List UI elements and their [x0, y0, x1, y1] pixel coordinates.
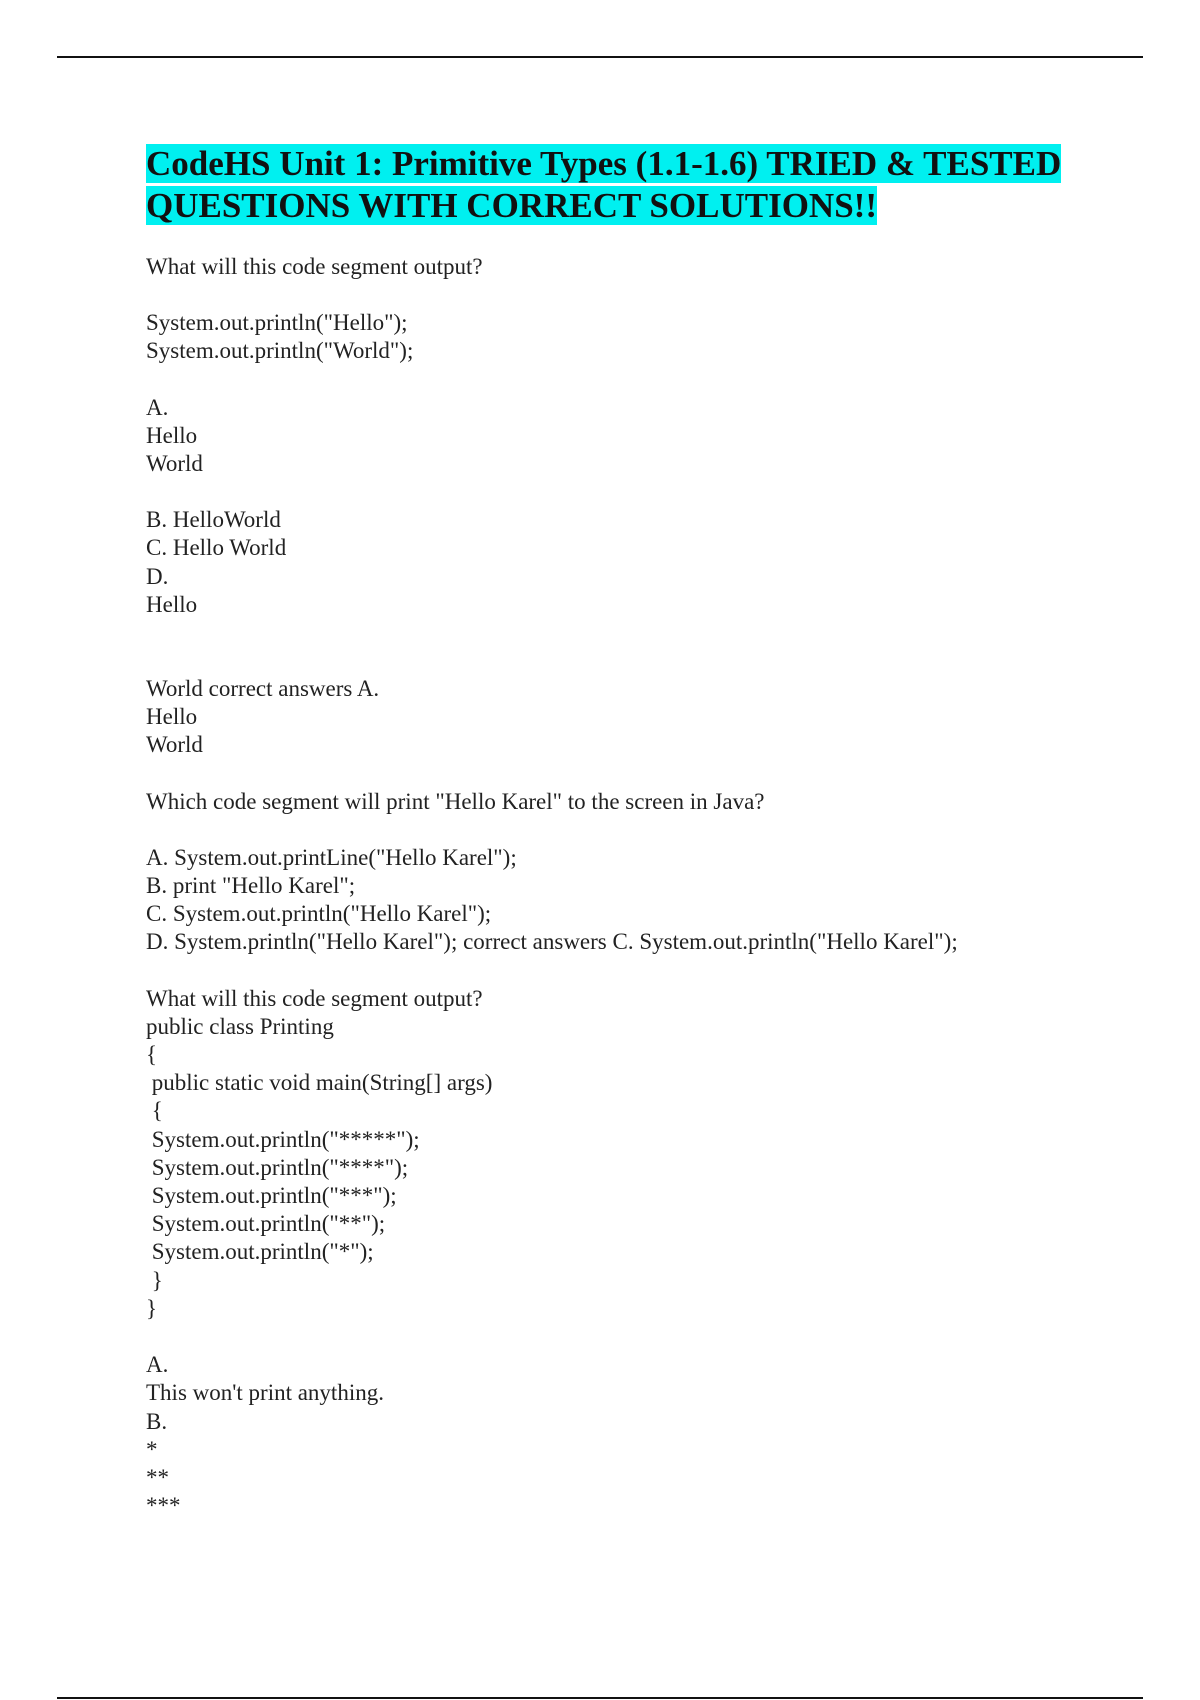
- option-line: Hello: [146, 591, 198, 617]
- code-line: }: [146, 1295, 158, 1321]
- code-line: System.out.println("***");: [146, 1183, 397, 1209]
- code-line: public class Printing: [146, 1013, 334, 1039]
- option-line: B. HelloWorld: [146, 507, 281, 533]
- option-line: ***: [146, 1493, 181, 1519]
- code-line: System.out.println("*****");: [146, 1126, 420, 1152]
- option-line: A.: [146, 394, 169, 420]
- q1-code: [146, 309, 1066, 365]
- question-text: What will this code segment output?: [146, 254, 483, 279]
- document-body: [146, 143, 1066, 1520]
- option-line: B. print "Hello Karel";: [146, 873, 356, 899]
- q1-option-a: [146, 394, 1066, 479]
- q3-options: [146, 1351, 1066, 1520]
- option-line: D. System.println("Hello Karel"); correct answers C. System.out.println("Hello Karel");: [146, 929, 958, 955]
- answer-line: World correct answers A.: [146, 676, 380, 702]
- answer-line: Hello: [146, 704, 198, 730]
- option-line: C. System.out.println("Hello Karel");: [146, 901, 492, 927]
- option-line: A.: [146, 1352, 169, 1378]
- code-line: {: [146, 1098, 163, 1124]
- code-line: System.out.println("**");: [146, 1211, 386, 1237]
- code-line: public static void main(String[] args): [146, 1070, 493, 1096]
- option-line: Hello: [146, 422, 198, 448]
- code-line: }: [146, 1267, 163, 1293]
- option-line: B.: [146, 1408, 168, 1434]
- q3-prompt-and-code: [146, 985, 1066, 1323]
- question-text: What will this code segment output?: [146, 985, 483, 1011]
- option-line: World: [146, 451, 203, 477]
- code-line: System.out.println("*");: [146, 1239, 374, 1265]
- document-title: [146, 143, 1066, 227]
- code-line: System.out.println("Hello");: [146, 310, 408, 336]
- q2-prompt: [146, 788, 1066, 816]
- option-line: **: [146, 1464, 169, 1490]
- code-line: System.out.println("World");: [146, 338, 414, 364]
- option-line: A. System.out.printLine("Hello Karel");: [146, 844, 517, 870]
- q1-options-rest: [146, 506, 1066, 619]
- header-rule: [57, 56, 1143, 58]
- option-line: C. Hello World: [146, 535, 287, 561]
- code-line: System.out.println("****");: [146, 1154, 409, 1180]
- option-line: D.: [146, 563, 169, 589]
- option-line: *: [146, 1436, 158, 1462]
- q1-prompt: [146, 253, 1066, 281]
- footer-rule: [57, 1697, 1143, 1699]
- option-line: This won't print anything.: [146, 1380, 384, 1406]
- answer-line: World: [146, 732, 203, 758]
- question-text: Which code segment will print "Hello Karel" to the screen in Java?: [146, 788, 765, 814]
- q1-answer: [146, 675, 1066, 760]
- code-line: {: [146, 1042, 158, 1068]
- q2-options: [146, 844, 1066, 957]
- title-highlight: CodeHS Unit 1: Primitive Types (1.1-1.6) TRIED & TESTED QUESTIONS WITH CORRECT SOLUTIONS!!: [146, 144, 1062, 225]
